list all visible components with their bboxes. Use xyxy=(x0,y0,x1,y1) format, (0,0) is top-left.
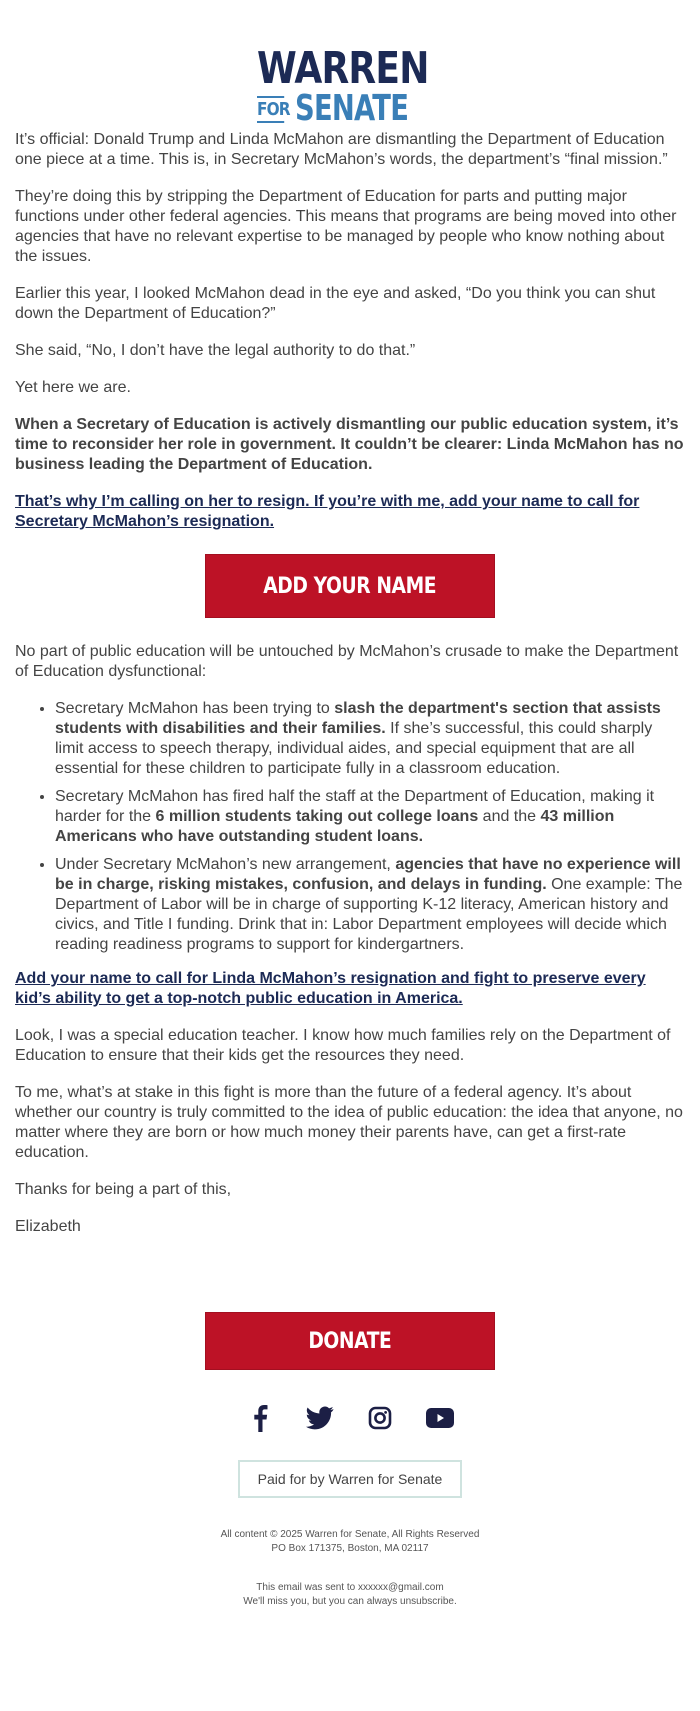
list-item: • Under Secretary McMahon’s new arrangement, agencies that have no experience will be in charge, risking mistakes, confusion, and delays in funding. One example: The Department of Labor will be in charge of supporting K-12 literacy, American history and civics, and Title I funding. Drink that in: Labor Department employees will decide which reading readiness programs to support for kindergartners. xyxy=(55,855,685,955)
social-links xyxy=(15,1402,685,1434)
list-item: • Secretary McMahon has been trying to slash the department's section that assists students with disabilities and their families. If she’s successful, this could sharply limit access to speech therapy, individual aides, and special equipment that are all essential for these children to participate fully in a classroom education. xyxy=(55,699,685,779)
bullet-list xyxy=(15,699,685,955)
copyright-text: All content © 2025 Warren for Senate, All Rights Reserved xyxy=(220,1529,480,1540)
sent-to-text: This email was sent to xxxxxx@gmail.com xyxy=(256,1582,444,1593)
donate-button[interactable] xyxy=(205,1312,495,1370)
paragraph-yet-here: Yet here we are. xyxy=(15,379,131,396)
youtube-icon[interactable] xyxy=(421,1402,459,1434)
paragraph-at-stake: To me, what’s at stake in this fight is more than the future of a federal agency. It’s about whether our country is truly committed to the idea of public education: the idea that anyone, no matter where they are born or how much money their parents have, can get a first-rate education. xyxy=(15,1084,683,1161)
paragraph-no-part: No part of public education will be untouched by McMahon’s crusade to make the Department of Education dysfunctional: xyxy=(15,643,679,680)
preserve-education-link[interactable]: Add your name to call for Linda McMahon’s resignation and fight to preserve every kid’s ability to get a top-notch public education in America. xyxy=(15,970,646,1007)
donate-label: DONATE xyxy=(308,1329,392,1354)
paragraph-stripping: They’re doing this by stripping the Department of Education for parts and putting major functions under other federal agencies. This means that programs are being moved into other agencies that have no relevant expertise to be managed by people who know nothing about the issues. xyxy=(15,188,677,265)
add-your-name-button[interactable] xyxy=(205,554,495,618)
paid-for-disclaimer: Paid for by Warren for Senate xyxy=(238,1460,462,1498)
twitter-icon[interactable] xyxy=(301,1402,339,1434)
warren-for-senate-logo xyxy=(15,0,685,130)
list-item: • Secretary McMahon has fired half the staff at the Department of Education, making it harder for the 6 million students taking out college loans and the 43 million Americans who have outstanding student loans. xyxy=(55,787,685,847)
paragraph-earlier: Earlier this year, I looked McMahon dead in the eye and asked, “Do you think you can shut down the Department of Education?” xyxy=(15,285,656,322)
paragraph-intro: It’s official: Donald Trump and Linda McMahon are dismantling the Department of Education one piece at a time. This is, in Secretary McMahon’s words, the department’s “final mission.” xyxy=(15,131,668,168)
resign-petition-link[interactable]: That’s why I’m calling on her to resign. If you’re with me, add your name to call for Secretary McMahon’s resignation. xyxy=(15,493,640,530)
add-your-name-label: ADD YOUR NAME xyxy=(263,574,437,599)
mailing-address: PO Box 171375, Boston, MA 02117 xyxy=(271,1543,429,1554)
paragraph-bold-statement: When a Secretary of Education is actively dismantling our public education system, it’s time to reconsider her role in government. It couldn’t be clearer: Linda McMahon has no business leading the Department of Education. xyxy=(15,416,684,473)
paragraph-teacher: Look, I was a special education teacher. I know how much families rely on the Department of Education to ensure that their kids get the resources they need. xyxy=(15,1027,671,1064)
paragraph-thanks: Thanks for being a part of this, xyxy=(15,1181,232,1198)
unsubscribe-link[interactable]: We'll miss you, but you can always unsubscribe. xyxy=(243,1596,457,1607)
paragraph-she-said: She said, “No, I don’t have the legal authority to do that.” xyxy=(15,342,416,359)
logo-for: FOR xyxy=(257,96,284,123)
logo-senate: SENATE xyxy=(294,88,408,129)
instagram-icon[interactable] xyxy=(361,1402,399,1434)
signature: Elizabeth xyxy=(15,1218,81,1235)
facebook-icon[interactable] xyxy=(241,1402,279,1434)
footer xyxy=(15,1528,685,1609)
logo-warren: WARREN xyxy=(256,43,429,94)
